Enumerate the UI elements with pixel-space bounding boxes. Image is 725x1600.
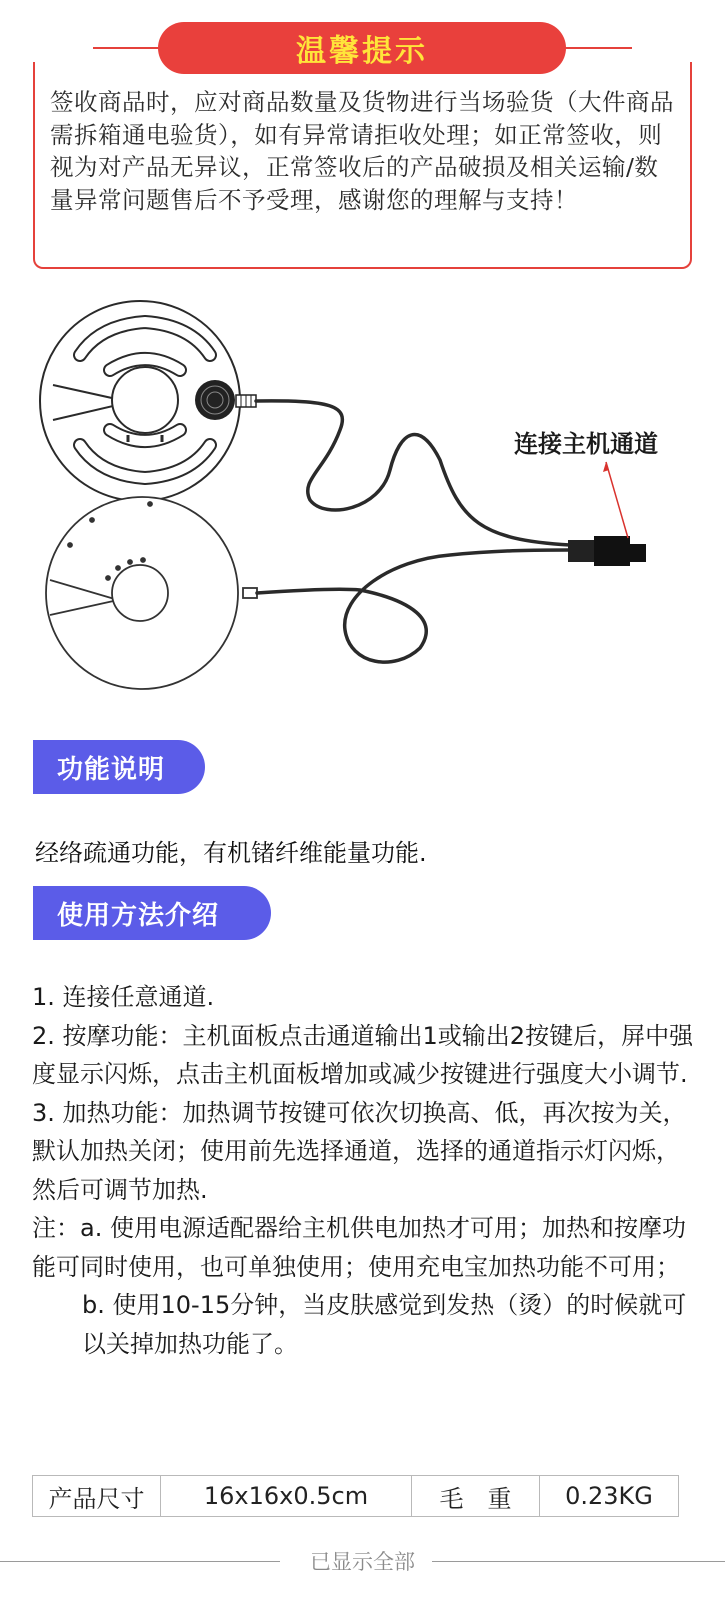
spec-table: [32, 1475, 679, 1517]
spec-weight-label: 毛 重: [412, 1476, 540, 1517]
usage-list: [32, 978, 700, 1363]
notice-divider-left: [93, 47, 163, 49]
heating-pad-bottom-icon: [46, 497, 257, 689]
usage-item: 3. 加热功能：加热调节按键可依次切换高、低，再次按为关，默认加热关闭；使用前先选择通道，选择的通道指示灯闪烁，然后可调节加热.: [32, 1098, 687, 1204]
connector-hub-icon: [195, 380, 256, 420]
usage-heading-label: 使用方法介绍: [57, 900, 220, 931]
usage-heading: [33, 886, 271, 940]
function-heading-label: 功能说明: [57, 754, 166, 785]
plug-icon: [568, 536, 646, 566]
spec-size-value: 16x16x0.5cm: [161, 1476, 412, 1517]
heating-pad-illustration: [0, 290, 725, 720]
usage-item: 1. 连接任意通道.: [32, 983, 215, 1011]
table-row: [33, 1476, 679, 1517]
notice-body: 签收商品时，应对商品数量及货物进行当场验货（大件商品需拆箱通电验货），如有异常请拒收处理；如正常签收，则视为对产品无异议，正常签收后的产品破损及相关运输/数量异常问题售后不予受理，感谢您的理解与支持！: [50, 88, 674, 214]
function-heading: [33, 740, 205, 794]
spec-size-label: 产品尺寸: [33, 1476, 161, 1517]
notice-divider-right: [560, 47, 632, 49]
usage-item: b. 使用10-15分钟，当皮肤感觉到发热（烫）的时候就可以关掉加热功能了。: [82, 1291, 687, 1358]
usage-item: 2. 按摩功能：主机面板点击通道输出1或输出2按键后，屏中强度显示闪烁，点击主机面板增加或减少按键进行强度大小调节.: [32, 1021, 694, 1088]
callout-arrow-icon: [603, 462, 628, 538]
function-text: 经络疏通功能，有机锗纤维能量功能.: [35, 839, 427, 867]
callout-label: 连接主机通道: [514, 430, 658, 458]
notice-title: 温馨提示: [158, 22, 566, 74]
usage-item: 注：a. 使用电源适配器给主机供电加热才可用；加热和按摩功能可同时使用，也可单独使用；使用充电宝加热功能不可用；: [32, 1214, 686, 1281]
footer-end-text: 已显示全部: [310, 1550, 415, 1574]
spec-weight-value: 0.23KG: [540, 1476, 679, 1517]
